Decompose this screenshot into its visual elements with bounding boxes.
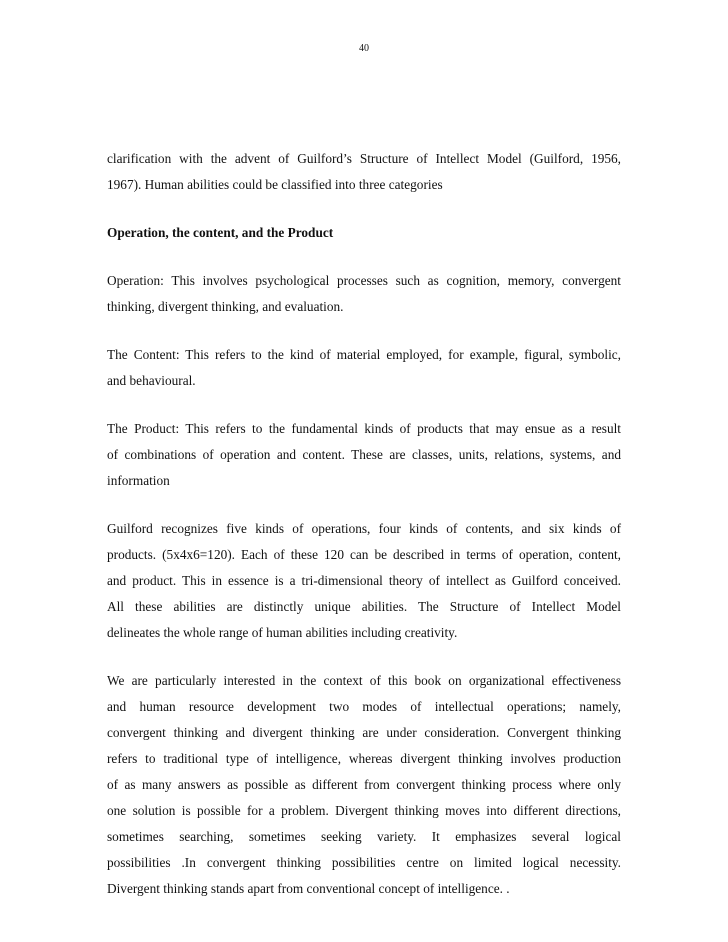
page-body: [107, 146, 621, 924]
operation-paragraph: [107, 268, 621, 320]
text-line: of combinations of operation and content. These are classes, units, relations, systems, and: [107, 447, 621, 462]
text-line: possibilities .In convergent thinking possibilities centre on limited logical necessity.: [107, 855, 621, 870]
text-line: refers to traditional type of intelligence, whereas divergent thinking involves production: [107, 751, 621, 766]
text-line: convergent thinking and divergent thinking are under consideration. Convergent thinking: [107, 725, 621, 740]
text-line: The Product: This refers to the fundamental kinds of products that may ensue as a result: [107, 421, 621, 436]
text-line: Guilford recognizes five kinds of operations, four kinds of contents, and six kinds of: [107, 521, 621, 536]
content-paragraph: [107, 342, 621, 394]
text-line: All these abilities are distinctly unique abilities. The Structure of Intellect Model: [107, 599, 621, 614]
text-line: one solution is possible for a problem. Divergent thinking moves into different directions,: [107, 803, 621, 818]
interest-paragraph: [107, 668, 621, 902]
text-line: The Content: This refers to the kind of material employed, for example, figural, symbolic,: [107, 347, 621, 362]
intro-paragraph: [107, 146, 621, 198]
guilford-paragraph: [107, 516, 621, 646]
text-line: information: [107, 473, 170, 488]
text-line: of as many answers as possible as different from convergent thinking process where only: [107, 777, 621, 792]
text-line: and product. This in essence is a tri-dimensional theory of intellect as Guilford conceived.: [107, 573, 621, 588]
text-line: products. (5x4x6=120). Each of these 120 can be described in terms of operation, content,: [107, 547, 621, 562]
text-line: sometimes searching, sometimes seeking variety. It emphasizes several logical: [107, 829, 621, 844]
text-line: Divergent thinking stands apart from conventional concept of intelligence. .: [107, 881, 510, 896]
text-line: and human resource development two modes of intellectual operations; namely,: [107, 699, 621, 714]
page-number: 40: [359, 43, 369, 54]
text-line: thinking, divergent thinking, and evaluation.: [107, 299, 344, 314]
section-heading: Operation, the content, and the Product: [107, 225, 334, 240]
text-line: Operation: This involves psychological processes such as cognition, memory, convergent: [107, 273, 621, 288]
text-line: We are particularly interested in the context of this book on organizational effectiveness: [107, 673, 621, 688]
text-line: delineates the whole range of human abilities including creativity.: [107, 625, 458, 640]
text-line: and behavioural.: [107, 373, 196, 388]
text-line: clarification with the advent of Guilford’s Structure of Intellect Model (Guilford, 1956,: [107, 151, 621, 166]
text-line: 1967). Human abilities could be classified into three categories: [107, 177, 443, 192]
product-paragraph: [107, 416, 621, 494]
